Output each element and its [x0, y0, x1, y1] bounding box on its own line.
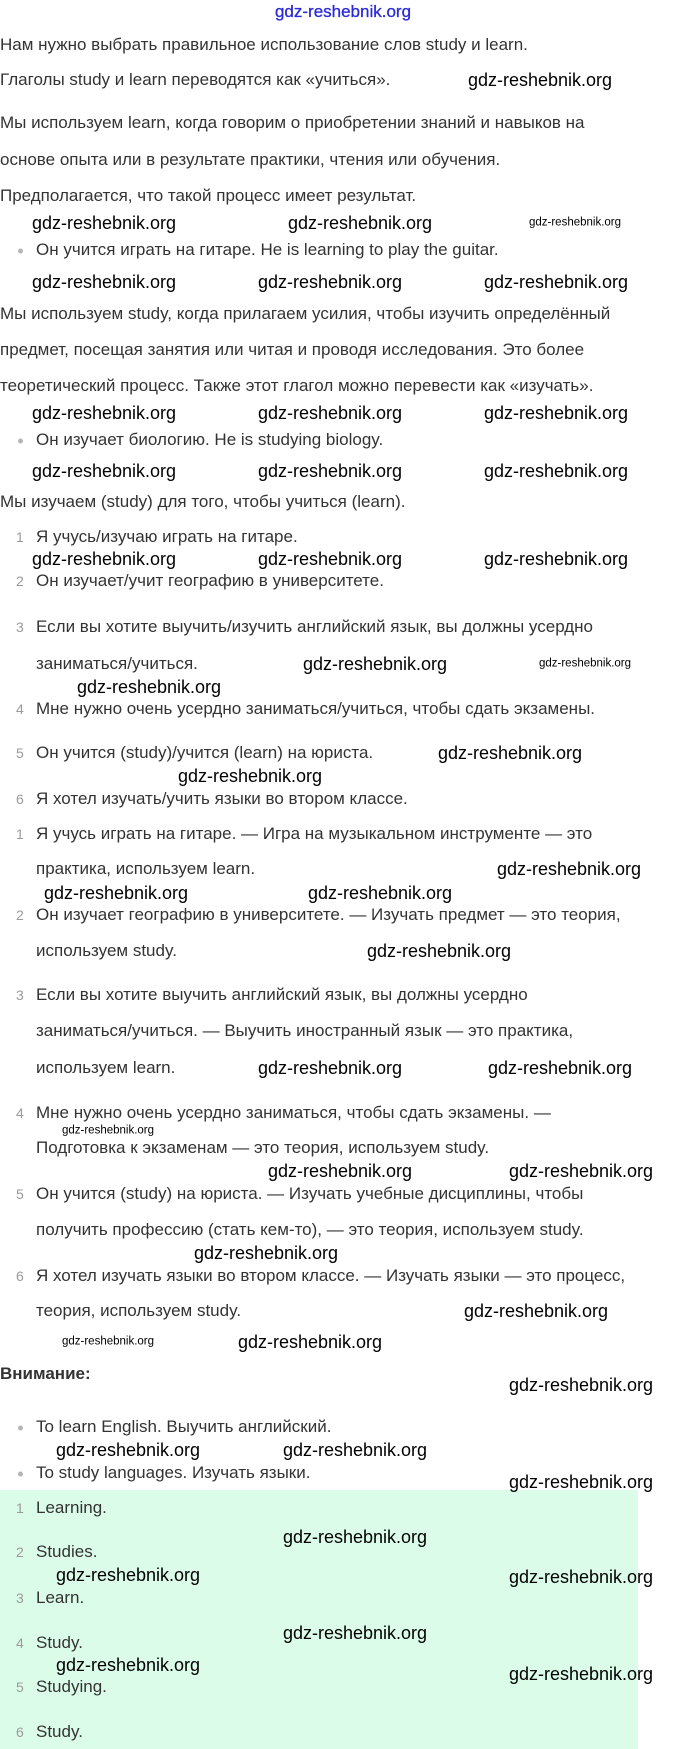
answer-number: 3 [16, 1590, 24, 1606]
watermark: gdz-reshebnik.org [508, 1567, 654, 1587]
answer-number: 2 [16, 1544, 24, 1560]
watermark: gdz-reshebnik.org [483, 272, 629, 292]
watermark: gdz-reshebnik.org [307, 883, 453, 903]
list-item: Я хотел изучать/учить языки во втором классе. [36, 789, 408, 808]
watermark: gdz-reshebnik.org [437, 743, 583, 763]
list-number: 2 [16, 907, 24, 923]
watermark: gdz-reshebnik.org [43, 883, 189, 903]
watermark: gdz-reshebnik.org [274, 2, 412, 21]
list-item: используем study. [36, 941, 177, 960]
answer-item: Studying. [36, 1677, 107, 1696]
watermark: gdz-reshebnik.org [257, 272, 403, 292]
list-item: Если вы хотите выучить/изучить английский язык, вы должны усердно [36, 617, 594, 636]
list-item: Он учится (study) на юриста. — Изучать учебные дисциплины, чтобы [36, 1184, 584, 1203]
watermark: gdz-reshebnik.org [366, 941, 512, 961]
paragraph: Глаголы study и learn переводятся как «учиться». [0, 70, 391, 89]
paragraph: Предполагается, что такой процесс имеет результат. [0, 186, 417, 205]
watermark: gdz-reshebnik.org [31, 213, 177, 233]
watermark: gdz-reshebnik.org [282, 1440, 428, 1460]
watermark: gdz-reshebnik.org [528, 216, 622, 229]
watermark: gdz-reshebnik.org [508, 1472, 654, 1492]
attention-item: To learn English. Выучить английский. [36, 1417, 332, 1436]
watermark: gdz-reshebnik.org [257, 461, 403, 481]
list-item: получить профессию (стать кем-то), — это теория, используем study. [36, 1220, 584, 1239]
watermark: gdz-reshebnik.org [257, 549, 403, 569]
watermark: gdz-reshebnik.org [538, 657, 632, 670]
list-number: 4 [16, 1105, 24, 1121]
watermark: gdz-reshebnik.org [282, 1623, 428, 1643]
example-item: Он изучает биологию. He is studying biology. [36, 430, 384, 449]
list-item: практика, используем learn. [36, 859, 256, 878]
list-item: Если вы хотите выучить английский язык, вы должны усердно [36, 985, 528, 1004]
attention-heading: Внимание: [0, 1364, 91, 1383]
list-item: Он изучает географию в университете. — Изучать предмет — это теория, [36, 905, 621, 924]
list-number: 6 [16, 1268, 24, 1284]
paragraph: основе опыта или в результате практики, чтения или обучения. [0, 150, 501, 169]
list-number: 1 [16, 826, 24, 842]
list-number: 3 [16, 987, 24, 1003]
watermark: gdz-reshebnik.org [282, 1527, 428, 1547]
bullet [18, 439, 23, 444]
list-item: Я хотел изучать языки во втором классе. — Изучать языки — это процесс, [36, 1266, 626, 1285]
list-item: используем learn. [36, 1058, 176, 1077]
list-item: Он учится (study)/учится (learn) на юриста. [36, 743, 374, 762]
watermark: gdz-reshebnik.org [61, 1124, 155, 1137]
list-item: теория, используем study. [36, 1301, 242, 1320]
list-item: Мне нужно очень усердно заниматься, чтобы сдать экзамены. — [36, 1103, 551, 1122]
watermark: gdz-reshebnik.org [302, 654, 448, 674]
list-number: 5 [16, 1186, 24, 1202]
list-item: Он изучает/учит географию в университете. [36, 571, 384, 590]
example-item: Он учится играть на гитаре. He is learning to play the guitar. [36, 240, 499, 259]
watermark: gdz-reshebnik.org [508, 1161, 654, 1181]
watermark: gdz-reshebnik.org [31, 403, 177, 423]
watermark: gdz-reshebnik.org [287, 213, 433, 233]
watermark: gdz-reshebnik.org [496, 859, 642, 879]
list-number: 2 [16, 573, 24, 589]
paragraph: Нам нужно выбрать правильное использование слов study и learn. [0, 35, 528, 54]
watermark: gdz-reshebnik.org [483, 549, 629, 569]
watermark: gdz-reshebnik.org [193, 1243, 339, 1263]
list-number: 6 [16, 791, 24, 807]
list-number: 4 [16, 701, 24, 717]
watermark: gdz-reshebnik.org [31, 549, 177, 569]
attention-item: To study languages. Изучать языки. [36, 1463, 311, 1482]
watermark: gdz-reshebnik.org [31, 461, 177, 481]
answer-number: 1 [16, 1500, 24, 1516]
paragraph: Мы используем study, когда прилагаем усилия, чтобы изучить определённый [0, 304, 611, 323]
answer-item: Learn. [36, 1588, 85, 1607]
watermark: gdz-reshebnik.org [267, 1161, 413, 1181]
answer-number: 4 [16, 1635, 24, 1651]
paragraph: Мы используем learn, когда говорим о приобретении знаний и навыков на [0, 113, 585, 132]
paragraph: теоретический процесс. Также этот глагол можно перевести как «изучать». [0, 376, 594, 395]
answer-item: Study. [36, 1722, 83, 1741]
bullet [18, 1472, 23, 1477]
watermark: gdz-reshebnik.org [61, 1335, 155, 1348]
watermark: gdz-reshebnik.org [76, 677, 222, 697]
answer-item: Learning. [36, 1498, 107, 1517]
watermark: gdz-reshebnik.org [31, 272, 177, 292]
watermark: gdz-reshebnik.org [483, 461, 629, 481]
watermark: gdz-reshebnik.org [463, 1301, 609, 1321]
watermark: gdz-reshebnik.org [55, 1565, 201, 1585]
bullet [18, 249, 23, 254]
list-number: 1 [16, 529, 24, 545]
paragraph: предмет, посещая занятия или читая и проводя исследования. Это более [0, 340, 585, 359]
answer-item: Study. [36, 1633, 83, 1652]
list-number: 3 [16, 619, 24, 635]
watermark: gdz-reshebnik.org [55, 1440, 201, 1460]
watermark: gdz-reshebnik.org [508, 1375, 654, 1395]
watermark: gdz-reshebnik.org [257, 1058, 403, 1078]
paragraph: Мы изучаем (study) для того, чтобы учиться (learn). [0, 492, 406, 511]
watermark: gdz-reshebnik.org [177, 766, 323, 786]
list-item: Подготовка к экзаменам — это теория, используем study. [36, 1138, 490, 1157]
list-item: заниматься/учиться. — Выучить иностранный язык — это практика, [36, 1021, 574, 1040]
bullet [18, 1426, 23, 1431]
list-item: заниматься/учиться. [36, 654, 198, 673]
watermark: gdz-reshebnik.org [483, 403, 629, 423]
answer-item: Studies. [36, 1542, 98, 1561]
watermark: gdz-reshebnik.org [467, 70, 613, 90]
answer-number: 5 [16, 1679, 24, 1695]
list-item: Я учусь/изучаю играть на гитаре. [36, 527, 298, 546]
list-number: 5 [16, 745, 24, 761]
watermark: gdz-reshebnik.org [55, 1655, 201, 1675]
watermark: gdz-reshebnik.org [508, 1664, 654, 1684]
answer-number: 6 [16, 1724, 24, 1740]
list-item: Мне нужно очень усердно заниматься/учиться, чтобы сдать экзамены. [36, 699, 596, 718]
list-item: Я учусь играть на гитаре. — Игра на музыкальном инструменте — это [36, 824, 593, 843]
watermark: gdz-reshebnik.org [257, 403, 403, 423]
watermark: gdz-reshebnik.org [237, 1332, 383, 1352]
watermark: gdz-reshebnik.org [487, 1058, 633, 1078]
